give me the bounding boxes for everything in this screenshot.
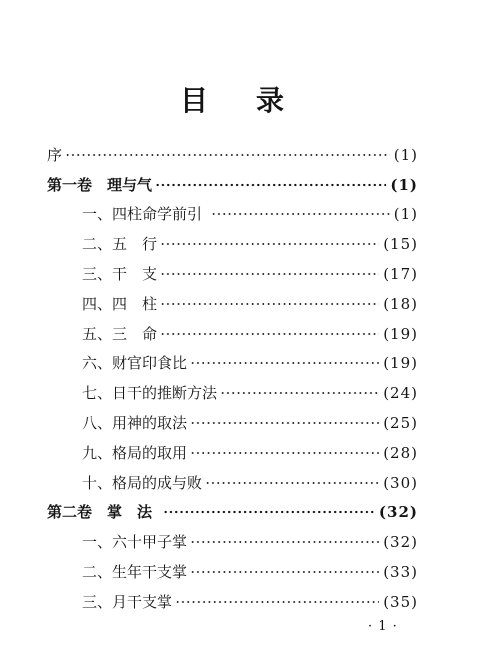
toc-entry-page: (17): [383, 265, 418, 284]
dot-leader: [205, 477, 379, 489]
toc-entry-page: (28): [383, 443, 418, 462]
toc-entry-page: (15): [383, 235, 418, 254]
dot-leader: [65, 149, 390, 161]
toc-entry-page: (19): [383, 324, 418, 343]
dot-leader: [175, 596, 379, 608]
dot-leader: [160, 238, 379, 250]
toc-entry-label: 十、格局的成与败: [82, 473, 203, 492]
toc-entry-label: 序: [47, 145, 63, 164]
dot-leader: [190, 536, 379, 548]
toc-entry-label: 一、六十甲子掌: [82, 533, 188, 552]
toc-volume-label: 第一卷 理与气: [47, 175, 153, 194]
toc-entry-page: (35): [383, 592, 418, 611]
toc-volume-page: (32): [378, 503, 418, 522]
dot-leader: [211, 208, 390, 220]
table-of-contents: [47, 140, 418, 617]
toc-entry-page: (33): [383, 563, 418, 582]
toc-entry: [47, 200, 418, 230]
toc-entry-label: 三、干 支: [82, 265, 158, 284]
page-number: · 1 ·: [368, 619, 398, 634]
toc-entry-label: 三、月干支掌: [82, 592, 173, 611]
toc-entry-label: 五、三 命: [82, 324, 158, 343]
toc-volume-2: [47, 498, 418, 528]
toc-entry: [47, 468, 418, 498]
dot-leader: [155, 179, 386, 191]
toc-entry-label: 二、五 行: [82, 235, 158, 254]
dot-leader: [190, 357, 379, 369]
toc-entry: [47, 259, 418, 289]
toc-entry: [47, 557, 418, 587]
toc-entry: [47, 438, 418, 468]
toc-volume-1: [47, 170, 418, 200]
dot-leader: [220, 387, 379, 399]
toc-entry-label: 八、用神的取法: [82, 414, 188, 433]
dot-leader: [160, 328, 379, 340]
dot-leader: [160, 298, 379, 310]
toc-volume-label: 第二卷 掌 法: [47, 503, 153, 522]
dot-leader: [190, 566, 379, 578]
toc-volume-page: (1): [390, 175, 418, 194]
toc-entry-page: (24): [383, 384, 418, 403]
toc-entry-preface: [47, 140, 418, 170]
toc-entry-page: (19): [383, 354, 418, 373]
toc-entry: [47, 527, 418, 557]
dot-leader: [190, 417, 379, 429]
toc-entry-page: (32): [383, 533, 418, 552]
toc-entry-label: 九、格局的取用: [82, 443, 188, 462]
toc-entry-page: (1): [393, 145, 418, 164]
toc-entry-label: 一、四柱命学前引: [82, 205, 203, 224]
toc-entry: [47, 378, 418, 408]
toc-entry-page: (30): [383, 473, 418, 492]
toc-entry-page: (18): [383, 294, 418, 313]
dot-leader: [163, 506, 375, 518]
toc-entry: [47, 349, 418, 379]
toc-entry-label: 六、财官印食比: [82, 354, 188, 373]
toc-entry: [47, 319, 418, 349]
toc-entry: [47, 408, 418, 438]
toc-entry-page: (1): [393, 205, 418, 224]
page-title: 目录: [180, 84, 333, 117]
toc-entry-page: (25): [383, 414, 418, 433]
toc-entry-label: 七、日干的推断方法: [82, 384, 218, 403]
dot-leader: [190, 447, 379, 459]
toc-entry: [47, 587, 418, 617]
toc-entry: [47, 289, 418, 319]
dot-leader: [160, 268, 379, 280]
toc-entry-label: 四、四 柱: [82, 294, 158, 313]
toc-entry: [47, 229, 418, 259]
toc-entry-label: 二、生年干支掌: [82, 563, 188, 582]
